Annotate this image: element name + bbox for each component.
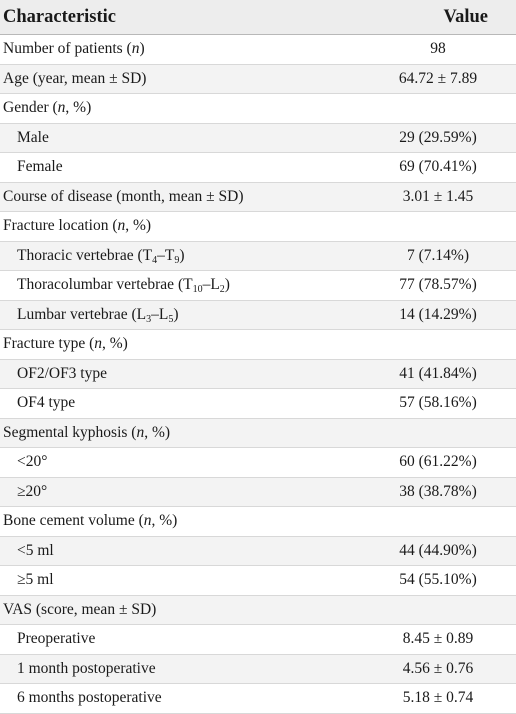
row-label: <20°	[17, 453, 48, 471]
header-value: Value	[443, 6, 488, 27]
row-label: Thoracic vertebrae $(T_4-T_9)$	[17, 246, 185, 266]
row-label: ≥5 ml	[17, 571, 54, 589]
row-value: 7 (7.14%)	[407, 246, 469, 264]
table-row	[0, 448, 516, 478]
table-row	[0, 271, 516, 301]
row-value: 54 (55.10%)	[399, 571, 477, 589]
row-value: 69 (70.41%)	[399, 158, 477, 176]
table-row	[0, 655, 516, 685]
row-label: Gender (n, %)	[3, 99, 92, 117]
row-value: 29 (29.59%)	[399, 128, 477, 146]
table-row	[0, 301, 516, 331]
row-label: Male	[17, 128, 49, 146]
row-label: Segmental kyphosis (n, %)	[3, 423, 171, 441]
table-row	[0, 65, 516, 95]
table-body	[0, 35, 516, 714]
table-row	[0, 330, 516, 360]
row-label: 1 month postoperative	[17, 659, 156, 677]
table-row	[0, 566, 516, 596]
row-value: 3.01 ± 1.45	[402, 187, 474, 205]
row-value: 98	[430, 40, 446, 58]
row-value: 44 (44.90%)	[399, 541, 477, 559]
row-label: 6 months postoperative	[17, 689, 162, 707]
row-value: 8.45 ± 0.89	[402, 630, 474, 648]
table-row	[0, 242, 516, 272]
table-row	[0, 360, 516, 390]
table-row	[0, 596, 516, 626]
row-value: 60 (61.22%)	[399, 453, 477, 471]
table-header	[0, 0, 516, 35]
row-label: OF2/OF3 type	[17, 364, 107, 382]
table-row	[0, 183, 516, 213]
row-value: 41 (41.84%)	[399, 364, 477, 382]
row-label: VAS (score, mean ± SD)	[3, 600, 157, 618]
row-label: Bone cement volume (n, %)	[3, 512, 178, 530]
table-row	[0, 35, 516, 65]
row-label: Course of disease (month, mean ± SD)	[3, 187, 244, 205]
row-label: Age (year, mean ± SD)	[3, 69, 147, 87]
row-value: 4.56 ± 0.76	[402, 659, 474, 677]
table-row	[0, 507, 516, 537]
table-row	[0, 153, 516, 183]
table-row	[0, 625, 516, 655]
header-characteristic: Characteristic	[3, 6, 117, 27]
row-label: Number of patients (n)	[3, 40, 145, 58]
row-value: 64.72 ± 7.89	[398, 69, 478, 87]
row-label: OF4 type	[17, 394, 76, 412]
row-label: Female	[17, 158, 63, 176]
table-row	[0, 684, 516, 714]
row-value: 38 (38.78%)	[399, 482, 477, 500]
table-row	[0, 478, 516, 508]
table-row	[0, 124, 516, 154]
row-value: 57 (58.16%)	[399, 394, 477, 412]
row-label: Fracture location (n, %)	[3, 217, 152, 235]
table-row	[0, 212, 516, 242]
table-row	[0, 419, 516, 449]
row-label: Thoracolumbar vertebrae $(T_{10}-L_2)$	[17, 276, 230, 296]
table-row	[0, 389, 516, 419]
row-label: Preoperative	[17, 630, 96, 648]
row-label: ≥20°	[17, 482, 48, 500]
row-value: 5.18 ± 0.74	[402, 689, 474, 707]
row-label: <5 ml	[17, 541, 54, 559]
row-label: Lumbar vertebrae $(L_3-L_5)$	[17, 305, 179, 325]
row-label: Fracture type (n, %)	[3, 335, 128, 353]
row-value: 14 (14.29%)	[399, 305, 477, 323]
row-value: 77 (78.57%)	[399, 276, 477, 294]
table-row	[0, 537, 516, 567]
table-row	[0, 94, 516, 124]
